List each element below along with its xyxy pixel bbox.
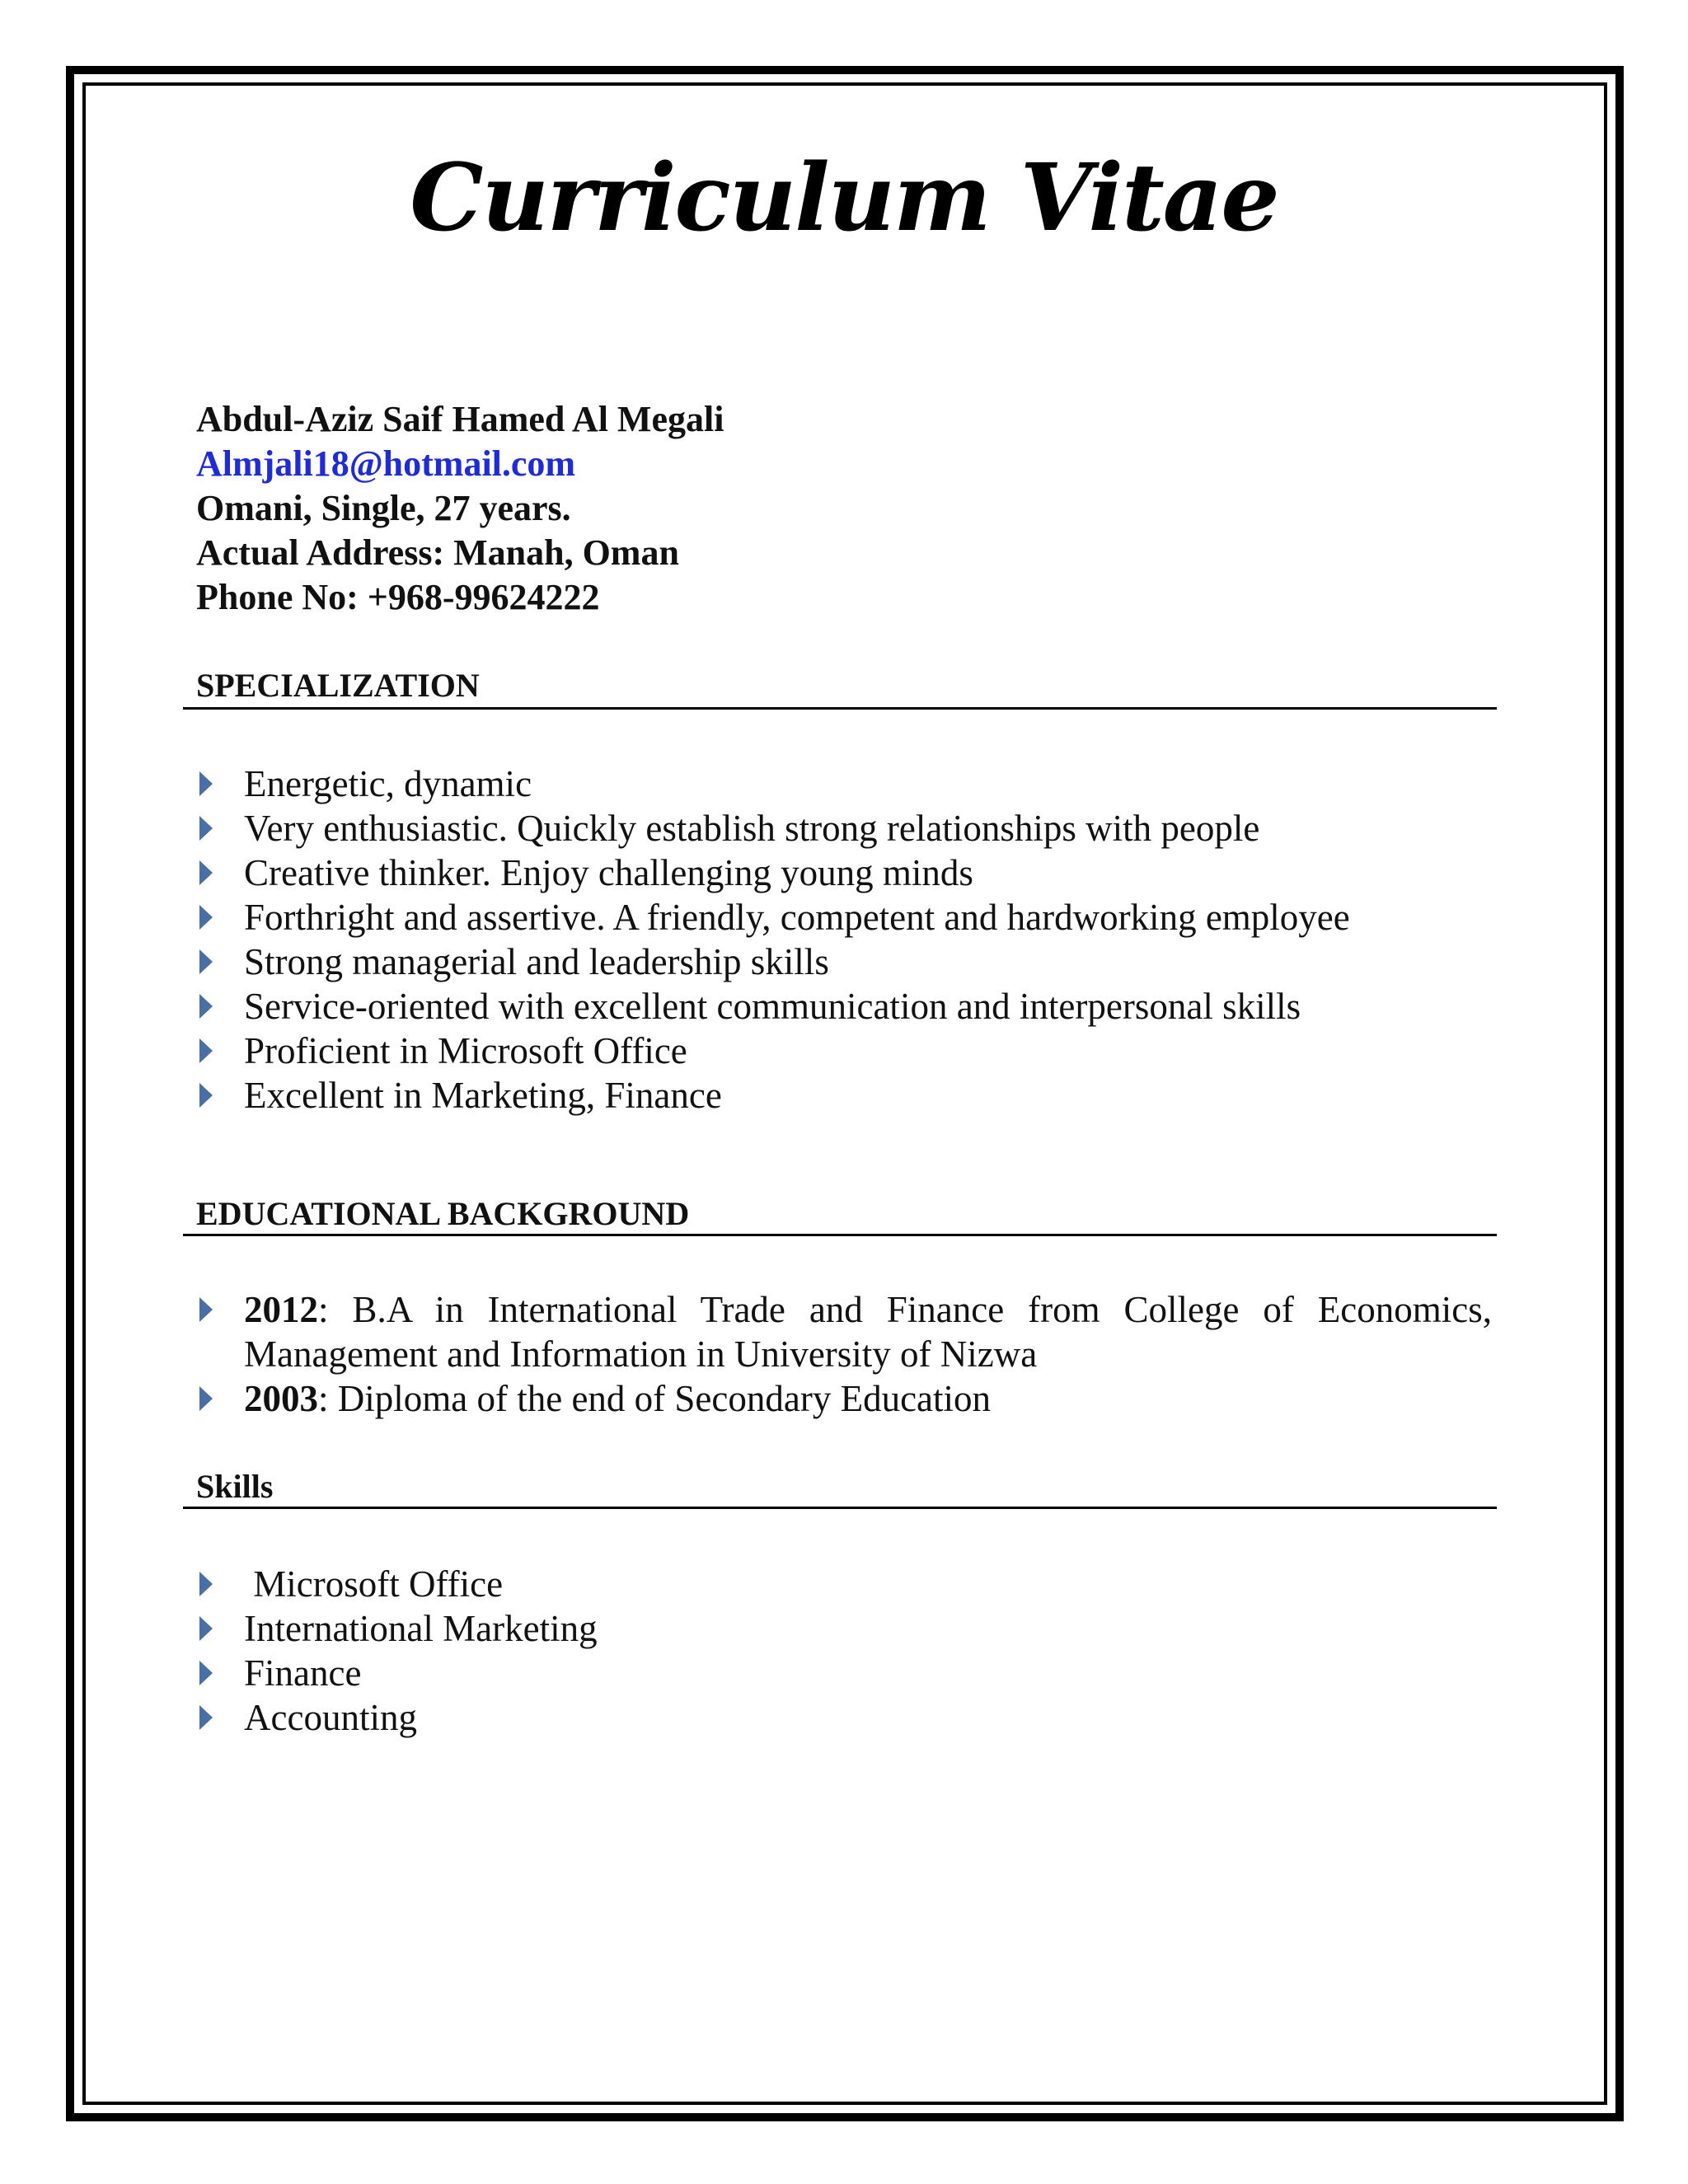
document-title: Curriculum Vitae (410, 144, 1278, 252)
personal-details: Omani, Single, 27 years. (196, 488, 571, 528)
email-address[interactable]: Almjali18@hotmail.com (196, 443, 576, 484)
triangle-right-icon (199, 1083, 213, 1108)
list-item: Proficient in Microsoft Office (198, 1029, 1492, 1073)
section-header-specialization: SPECIALIZATION (196, 667, 480, 704)
triangle-right-icon (199, 1705, 213, 1730)
triangle-right-icon (199, 1572, 213, 1596)
list-item: Excellent in Marketing, Finance (198, 1073, 1492, 1118)
triangle-right-icon (199, 860, 213, 885)
list-item: 2012: B.A in International Trade and Finance from College of Economics, Management and Information in University of Nizwa (198, 1287, 1492, 1376)
list-item: Service-oriented with excellent communication and interpersonal skills (198, 984, 1492, 1029)
section-header-education: EDUCATIONAL BACKGROUND (196, 1195, 690, 1232)
list-item: Energetic, dynamic (198, 762, 1492, 806)
section-divider (183, 707, 1497, 710)
triangle-right-icon (199, 816, 213, 841)
section-divider (183, 1234, 1497, 1236)
triangle-right-icon (199, 994, 213, 1019)
list-item: Accounting (198, 1695, 1492, 1740)
list-item: Strong managerial and leadership skills (198, 940, 1492, 984)
address: Actual Address: Manah, Oman (196, 532, 679, 573)
list-item: 2003: Diploma of the end of Secondary Education (198, 1376, 1492, 1421)
triangle-right-icon (199, 771, 213, 796)
section-header-skills: Skills (196, 1468, 274, 1505)
list-item: Finance (198, 1651, 1492, 1695)
list-item: Creative thinker. Enjoy challenging young minds (198, 851, 1492, 895)
specialization-list (198, 762, 1492, 1118)
triangle-right-icon (199, 1661, 213, 1685)
triangle-right-icon (199, 1038, 213, 1063)
triangle-right-icon (199, 949, 213, 974)
list-item: Very enthusiastic. Quickly establish strong relationships with people (198, 806, 1492, 851)
phone-number: Phone No: +968-99624222 (196, 577, 600, 617)
skills-list (198, 1562, 1492, 1740)
full-name: Abdul-Aziz Saif Hamed Al Megali (196, 399, 724, 439)
list-item: Forthright and assertive. A friendly, competent and hardworking employee (198, 895, 1492, 940)
personal-info (196, 397, 724, 620)
section-divider (183, 1507, 1497, 1509)
education-list (198, 1287, 1492, 1421)
list-item: International Marketing (198, 1606, 1492, 1651)
triangle-right-icon (199, 1297, 213, 1322)
list-item: Microsoft Office (198, 1562, 1492, 1606)
triangle-right-icon (199, 1386, 213, 1411)
triangle-right-icon (199, 1616, 213, 1641)
triangle-right-icon (199, 905, 213, 930)
